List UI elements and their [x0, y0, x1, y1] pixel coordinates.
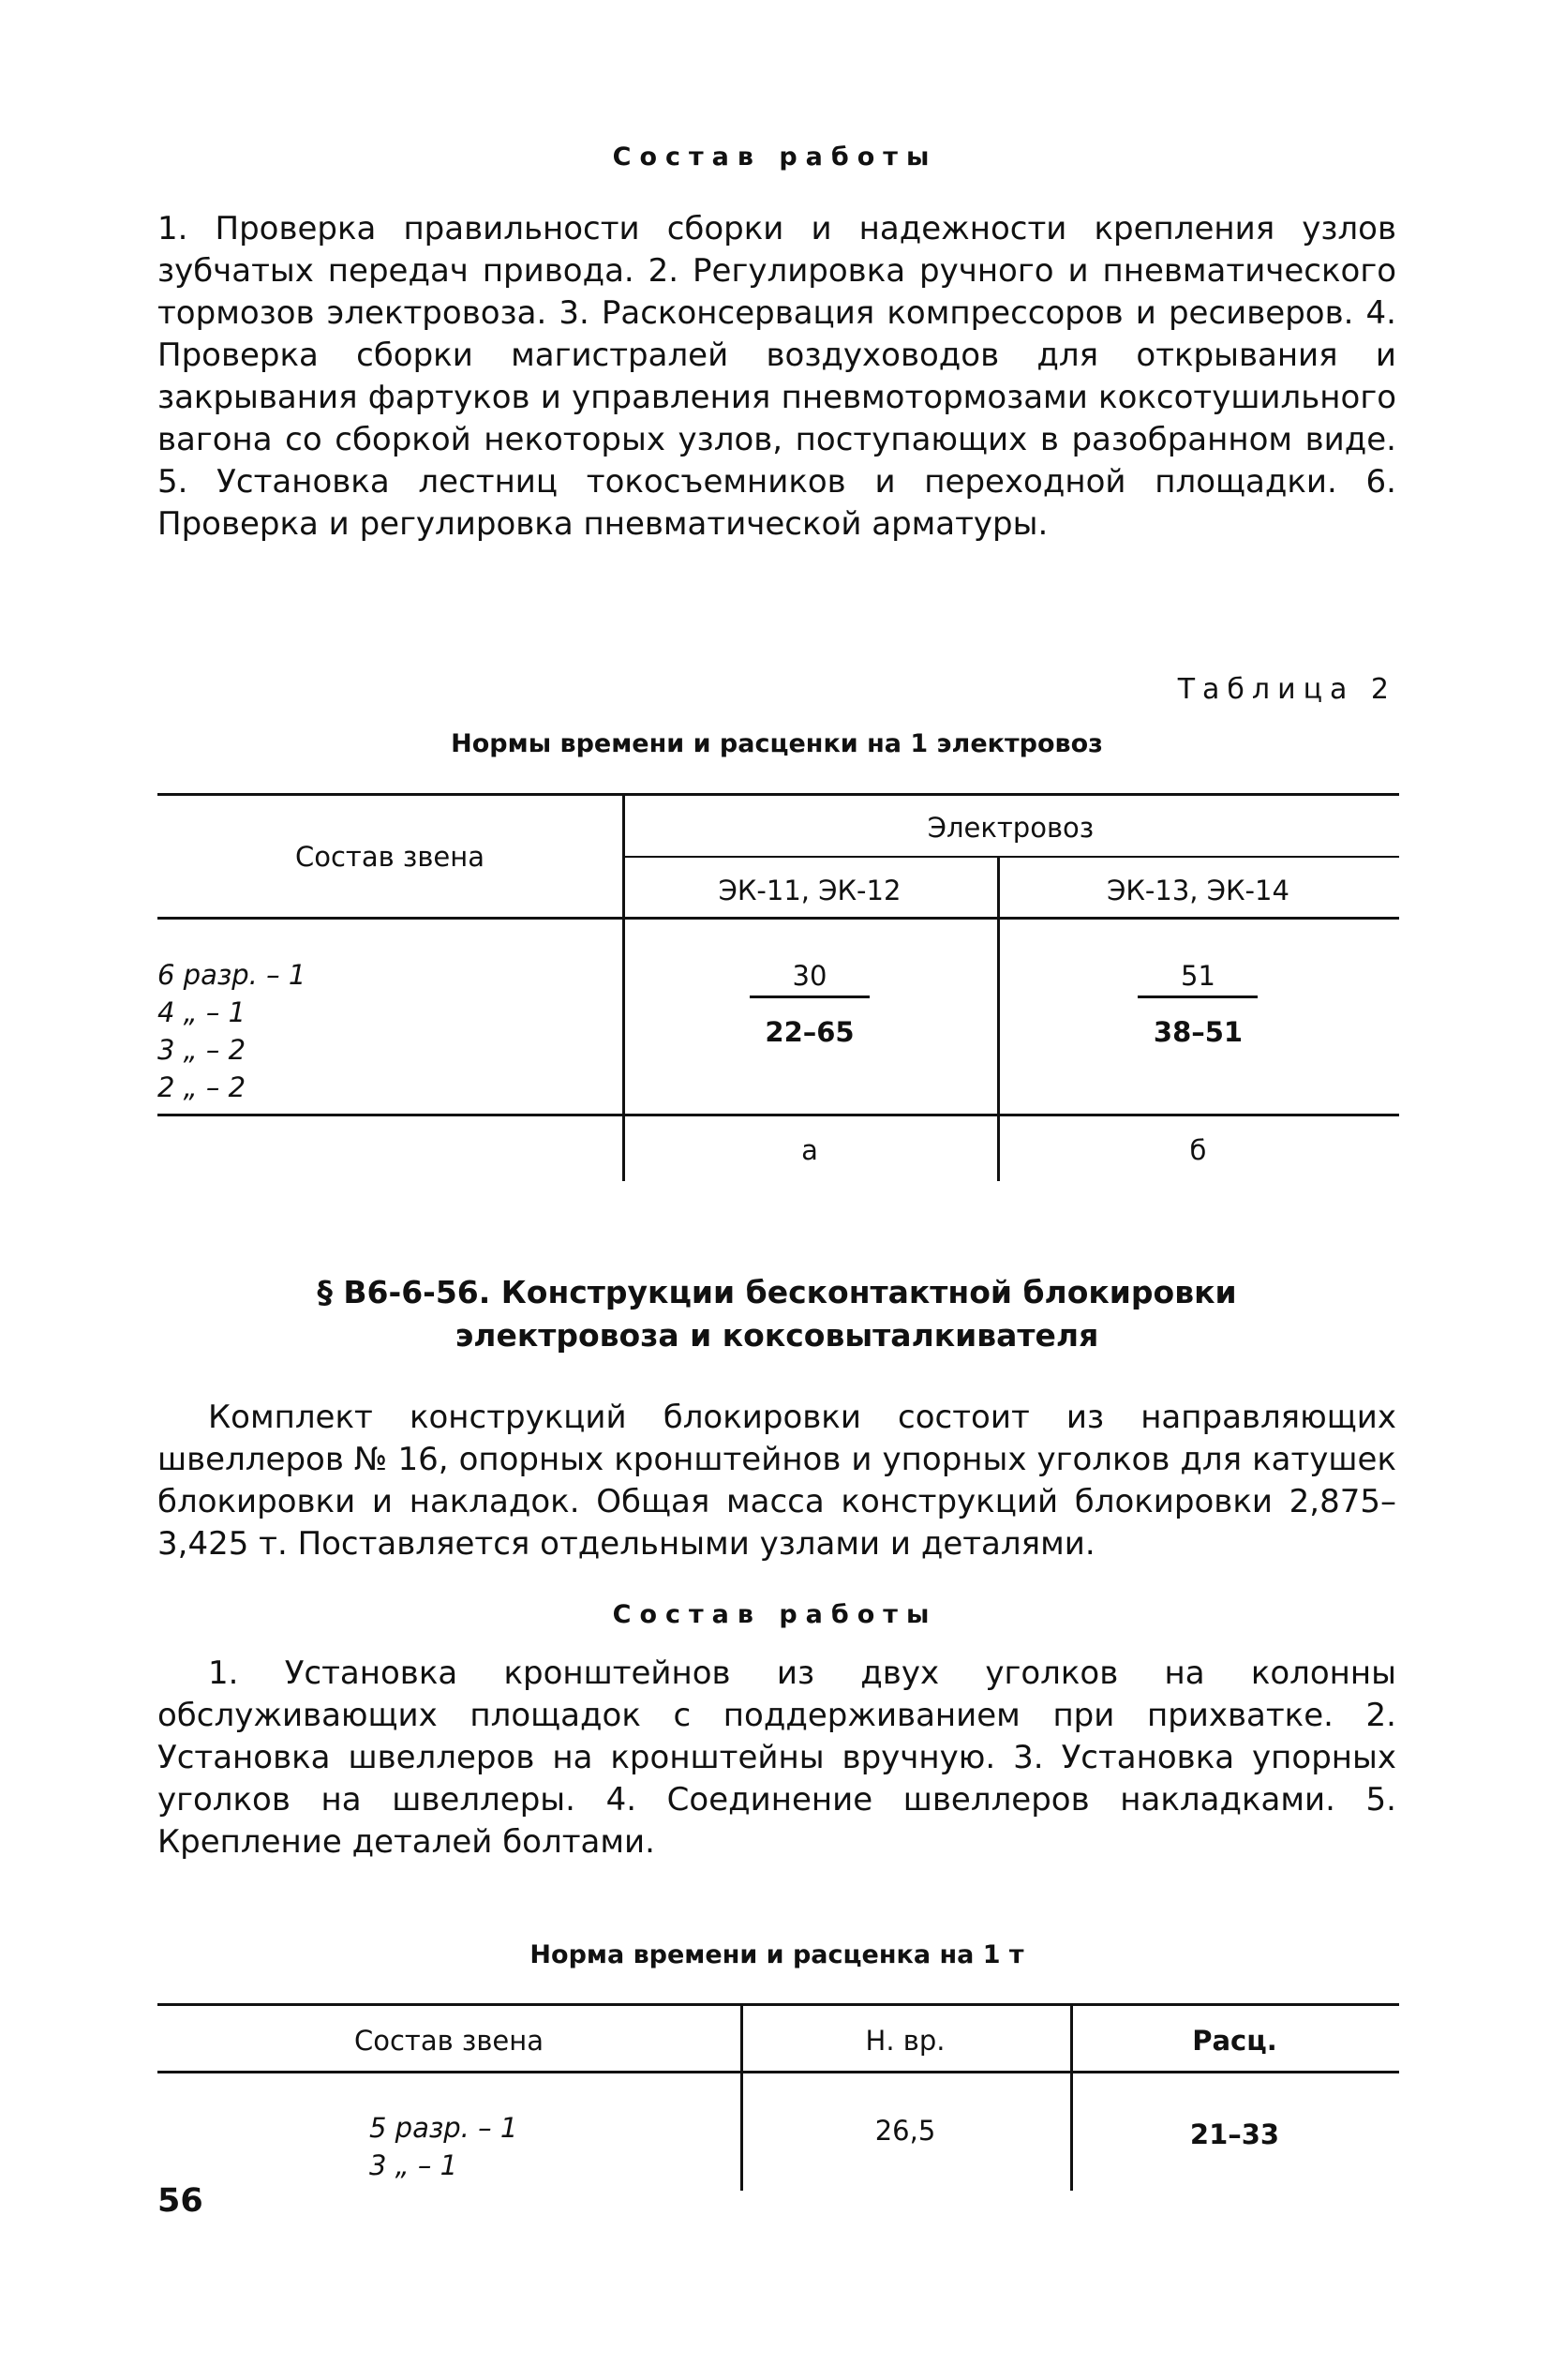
crew-row: 3 „ – 2	[157, 1034, 246, 1066]
table-3-header-rate: Расц.	[1192, 2025, 1277, 2057]
table-2-crew-list	[157, 956, 306, 1106]
work-composition-heading-2: Состав работы	[612, 1600, 938, 1629]
table-2-time-norm-b: 51	[1181, 960, 1215, 992]
section-title-line-1: § В6-6-56. Конструкции бесконтактной блокировки	[317, 1274, 1237, 1310]
page-number: 56	[157, 2182, 203, 2220]
crew-row: 5 разр. – 1	[369, 2112, 518, 2144]
table-number-label: Таблица 2	[1177, 673, 1396, 706]
table-2-title: Нормы времени и расценки на 1 электровоз	[451, 729, 1103, 758]
table-2-header-locomotive: Электровоз	[927, 812, 1095, 844]
crew-row: 3 „ – 1	[369, 2149, 458, 2181]
table-2-header-crew: Состав звена	[295, 841, 484, 873]
crew-row: 4 „ – 1	[157, 996, 246, 1028]
table-2-header-ek13: ЭК-13, ЭК-14	[1107, 875, 1289, 906]
table-2-rate-a: 22–65	[765, 1016, 855, 1048]
table-3-header-time: Н. вр.	[865, 2025, 946, 2057]
table-2-rate-b: 38–51	[1153, 1016, 1244, 1048]
table-2-header-ek11: ЭК-11, ЭК-12	[718, 875, 902, 906]
section-title-line-2: электровоза и коксовыталкивателя	[455, 1317, 1099, 1354]
work-composition-text-2: 1. Установка кронштейнов из двух уголков на колонны обслуживающих площадок с поддерживанием при прихватке. 2. Установка швеллеров на кронштейны вручную. 3. Установка упорных уголков на швеллеры. 4. Соединение швеллеров накладками. 5. Крепление деталей болтами.	[157, 1654, 1396, 1861]
crew-row: 2 „ – 2	[157, 1071, 246, 1103]
table-2-footer-a: а	[801, 1134, 818, 1166]
table-2-footer-b: б	[1189, 1134, 1207, 1166]
table-3-time-norm: 26,5	[874, 2115, 936, 2147]
table-3-title: Норма времени и расценка на 1 т	[529, 1940, 1024, 1969]
table-3-crew-list	[369, 2109, 517, 2184]
work-composition-text-1: 1. Проверка правильности сборки и надежности крепления узлов зубчатых передач привода. 2. Регулировка ручного и пневматического тормозов электровоза. 3. Расконсервация компрессоров и ресиверов. 4. Проверка сборки магистралей воздуховодов для открывания и закрывания фартуков и управления пневмотормозами коксотушильного вагона со сборкой некоторых узлов, поступающих в разобранном виде. 5. Установка лестниц токосъемников и переходной площадки. 6. Проверка и регулировка пневматической арматуры.	[157, 210, 1396, 543]
table-2-time-norm-a: 30	[792, 960, 827, 992]
work-composition-heading-1: Состав работы	[612, 142, 938, 172]
table-3-header-crew: Состав звена	[354, 2025, 544, 2057]
table-3-rate: 21–33	[1189, 2118, 1280, 2150]
crew-row: 6 разр. – 1	[157, 959, 306, 991]
section-intro-text: Комплект конструкций блокировки состоит из направляющих швеллеров № 16, опорных кронштейнов и упорных уголков для катушек блокировки и накладок. Общая масса конструкций блокировки 2,875–3,425 т. Поставляется отдельными узлами и деталями.	[157, 1399, 1396, 1563]
section-title	[157, 1271, 1396, 1357]
